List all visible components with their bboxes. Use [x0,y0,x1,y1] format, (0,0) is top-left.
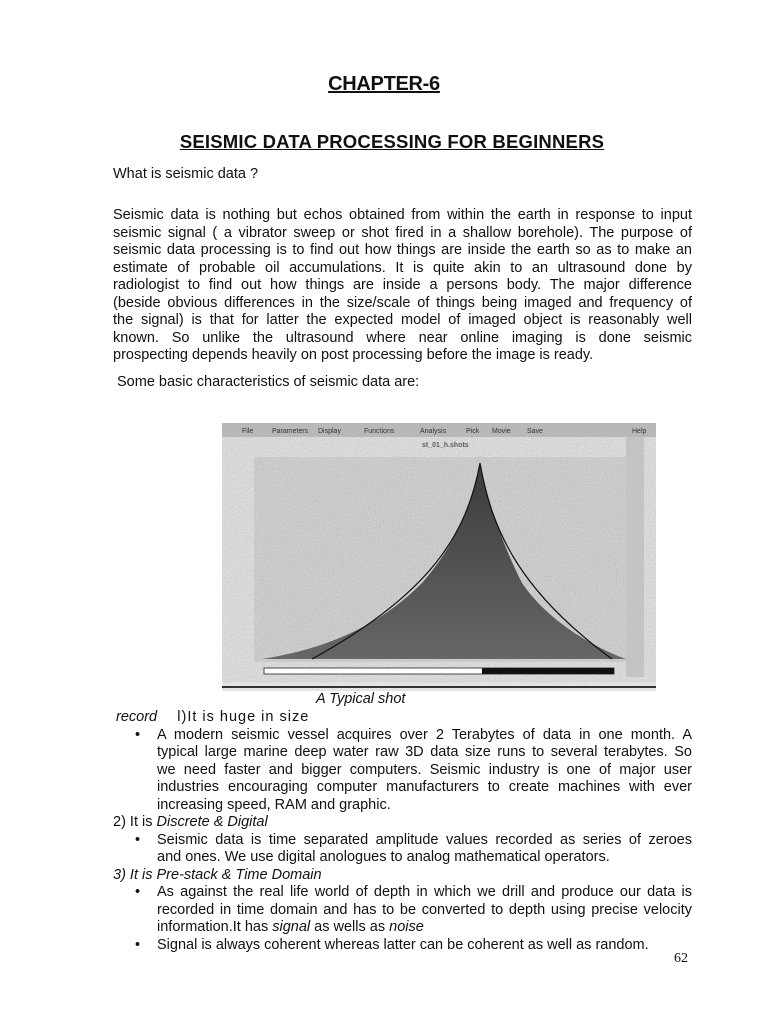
record-word: record [116,709,158,725]
text-line: Seismic data is time separated amplitude values recorded as series of zeroes [157,831,692,848]
text-line: (beside obvious differences in the size/scale of things being imaged and frequency of [113,294,692,311]
figure-caption: A Typical shot [316,691,406,707]
menu-analysis: Analysis [420,428,447,435]
section-2-heading [113,814,692,832]
bullet-icon: • [135,936,141,953]
page-title: SEISMIC DATA PROCESSING FOR BEGINNERS [179,131,605,152]
menu-parameters: Parameters [272,428,309,435]
text-line: typical large marine deep water raw 3D data size runs to several terabytes. So [157,744,692,760]
section-heading: l)It is huge in size [177,709,310,725]
bullet-icon: • [135,884,141,900]
menu-pick: Pick [466,428,480,435]
section-heading-italic: 3) It is Pre-stack & Time Domain [113,866,322,883]
text-line: As against the real life world of depth in which we drill and produce our data is [157,884,692,900]
text-line: recorded in time domain and has to be converted to depth using precise velocity [157,901,692,918]
section-heading: 2) It is [113,814,157,830]
intro-paragraph [113,207,692,365]
seismic-shot-figure [222,423,656,691]
text-line: known. So unlike the ultrasound where near online imaging is done seismic [113,329,692,346]
text-line: we need faster and bigger computers. Seismic industry is one of major user [157,761,692,778]
menu-file: File [242,428,254,435]
text-line: seismic signal ( a vibrator sweep or shot fired in a shallow borehole). The purpose of [113,224,692,241]
text-line: industries encouraging computer manufacturers to create machines with ever [157,779,692,795]
menu-display: Display [318,428,341,435]
chapter-heading: CHAPTER-6 [328,73,440,95]
page-number: 62 [674,951,688,966]
section-3-heading [113,867,692,885]
text-line: prospecting depends heavily on post processing before the image is ready. [113,347,594,363]
characteristics-list [113,709,692,954]
characteristics-intro: Some basic characteristics of seismic data are: [117,374,420,390]
text-line: the signal) is that for latter the expected model of imaged object is reasonably well [113,312,692,328]
text-run-italic: noise [389,919,424,935]
menu-functions: Functions [364,428,395,435]
text-line: A modern seismic vessel acquires over 2 Terabytes of data in one month. A [157,726,692,743]
text-run-italic: signal [272,919,311,935]
menu-help: Help [632,428,647,435]
section-1-heading [113,709,692,727]
text-line: seismic data processing is to find out how things are inside the earth so as to make an [113,242,692,258]
section-1-bullet [135,726,692,815]
text-run: as wells as [310,919,390,935]
figure-title: st_01_h.shots [422,442,469,449]
bullet-icon: • [135,726,141,743]
section-3-bullet-1 [135,884,692,937]
menu-movie: Movie [492,428,511,435]
section-heading-italic: Discrete & Digital [156,814,268,830]
section-3-bullet-2 [135,936,692,955]
text-line: radiologist to find out how things are inside a persons body. The major difference [113,277,692,293]
bullet-icon: • [135,831,141,848]
menu-save: Save [527,428,543,435]
text-line [157,919,692,937]
text-line: and ones. We use digital anologues to analog mathematical operators. [157,849,610,865]
text-run: information.It has [157,919,273,935]
text-line: Seismic data is nothing but echos obtained from within the earth in response to input [113,207,692,223]
question-text: What is seismic data ? [113,166,259,182]
text-line: Signal is always coherent whereas latter can be coherent as well as random. [157,936,649,953]
section-2-bullet [135,831,692,867]
text-line: increasing speed, RAM and graphic. [157,796,391,813]
text-line: estimate of probable oil accumulations. It is quite akin to an ultrasound done by [113,259,692,276]
